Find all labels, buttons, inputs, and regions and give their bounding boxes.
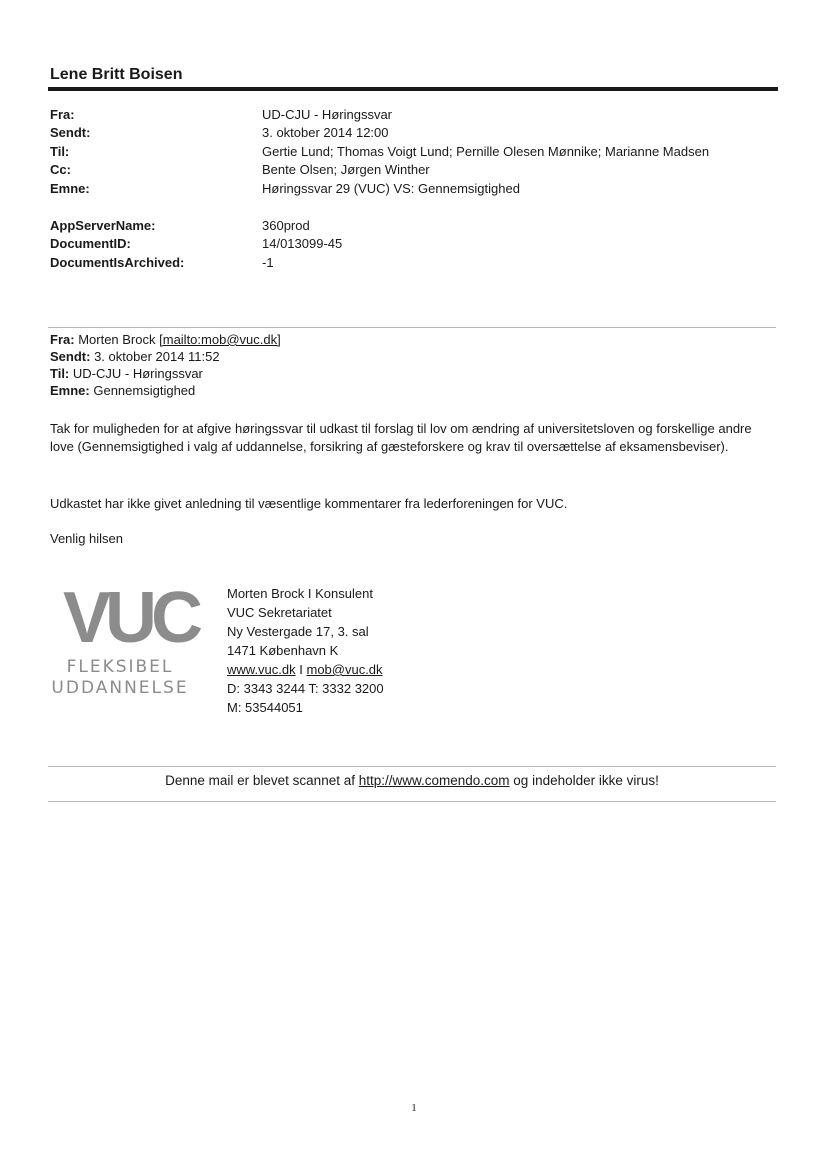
signature-web-link[interactable]: www.vuc.dk [227,662,296,677]
owner-name: Lene Britt Boisen [50,66,183,83]
appserver-label: AppServerName: [50,218,156,233]
signature-separator: I [295,662,307,677]
header-divider [48,87,778,91]
cc-label: Cc: [50,162,71,177]
subject-label: Emne: [50,181,90,196]
to-value: Gertie Lund; Thomas Voigt Lund; Pernille Olesen Mønnike; Marianne Madsen [262,144,710,159]
signature-city: 1471 København K [227,643,339,658]
body-paragraph-2: Udkastet har ikke givet anledning til væsentlige kommentarer fra lederforeningen for VUC. [50,496,568,511]
signature-email-link[interactable]: mob@vuc.dk [306,662,383,677]
scan-notice-before: Denne mail er blevet scannet af [165,773,359,788]
subject-value: Høringssvar 29 (VUC) VS: Gennemsigtighed [262,181,520,196]
archived-value: -1 [262,255,274,270]
scan-divider-top [48,766,776,767]
forwarded-subject-label: Emne: [50,383,90,398]
vuc-logo [50,580,210,700]
signature-street: Ny Vestergade 17, 3. sal [227,624,369,639]
forwarded-sent-label: Sendt: [50,349,91,364]
forwarded-subject [50,382,195,399]
logo-mark: VUC [62,580,198,658]
forwarded-from-name: Morten Brock [78,332,156,347]
forwarded-to-value: UD-CJU - Høringssvar [72,366,203,381]
forwarded-subject-value: Gennemsigtighed [93,383,196,398]
sent-value: 3. oktober 2014 12:00 [262,125,389,140]
body-paragraph-1: Tak for muligheden for at afgive høringssvar til udkast til forslag til lov om ændring af universitetsloven og forskellige andre love (Gennemsigtighed i valg af uddannelse, forsikring af gæsteforskere og krav til oversættelse af eksamensbeviser). [50,421,752,454]
archived-label: DocumentIsArchived: [50,255,185,270]
scan-divider-bottom [48,801,776,802]
signature-mobile: M: 53544051 [227,700,303,715]
from-label: Fra: [50,107,75,122]
signature-contact-links [227,660,383,679]
documentid-label: DocumentID: [50,236,131,251]
forwarded-to [50,365,203,382]
to-label: Til: [50,144,70,159]
scan-notice-link[interactable]: http://www.comendo.com [358,773,510,788]
forward-divider [48,327,776,328]
scan-notice [48,773,776,788]
page-number: 1 [411,1102,417,1114]
signature-org: VUC Sekretariatet [227,605,332,620]
forwarded-mailto-link[interactable]: [mailto:mob@vuc.dk] [159,332,281,347]
logo-line-2: UDDANNELSE [51,678,189,698]
greeting: Venlig hilsen [50,531,123,546]
logo-line-1: FLEKSIBEL [66,657,174,677]
signature-phones: D: 3343 3244 T: 3332 3200 [227,681,384,696]
forwarded-from [50,331,281,348]
forwarded-to-label: Til: [50,366,70,381]
from-value: UD-CJU - Høringssvar [262,107,392,122]
scan-notice-after: og indeholder ikke virus! [509,773,659,788]
forwarded-from-label: Fra: [50,332,75,347]
documentid-value: 14/013099-45 [262,236,343,251]
signature-name-title: Morten Brock I Konsulent [227,586,373,601]
forwarded-sent-value: 3. oktober 2014 11:52 [94,349,220,364]
forwarded-sent [50,348,220,365]
appserver-value: 360prod [262,218,310,233]
cc-value: Bente Olsen; Jørgen Winther [262,162,430,177]
sent-label: Sendt: [50,125,91,140]
